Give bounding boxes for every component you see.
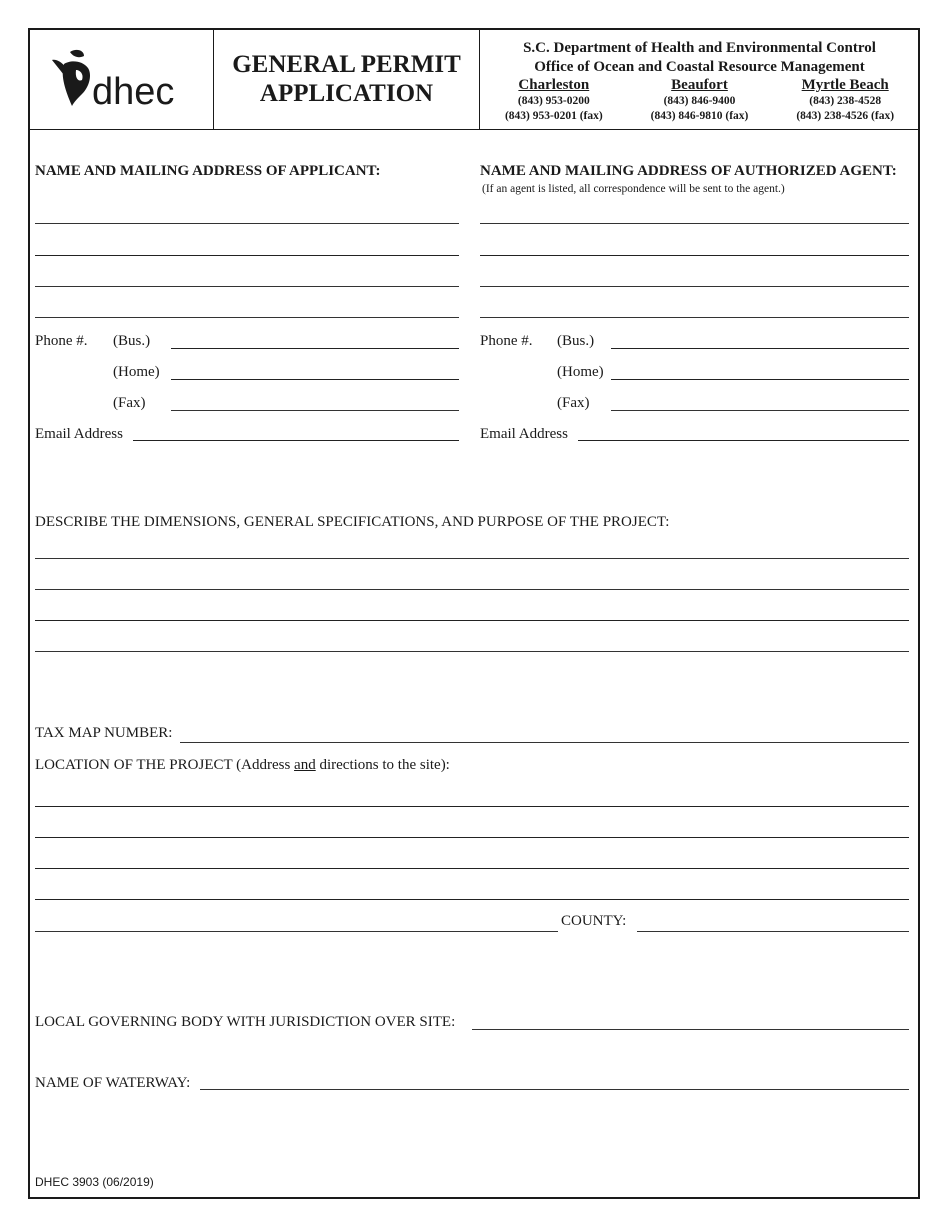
- agent-bus-phone-field[interactable]: [611, 348, 909, 349]
- governing-body-label: LOCAL GOVERNING BODY WITH JURISDICTION OVER SITE:: [35, 1014, 456, 1030]
- location-label-post: directions to the site):: [315, 757, 450, 773]
- location-line-1[interactable]: [35, 806, 909, 807]
- governing-body-field[interactable]: [472, 1029, 909, 1030]
- location-line-2[interactable]: [35, 837, 909, 838]
- describe-project-label: DESCRIBE THE DIMENSIONS, GENERAL SPECIFICATIONS, AND PURPOSE OF THE PROJECT:: [35, 514, 670, 530]
- applicant-address-line-3[interactable]: [35, 286, 459, 287]
- applicant-home-phone-field[interactable]: [171, 379, 459, 380]
- agent-address-line-4[interactable]: [480, 317, 909, 318]
- agent-home-phone-field[interactable]: [611, 379, 909, 380]
- form-number: DHEC 3903 (06/2019): [35, 1175, 154, 1189]
- agent-fax-field[interactable]: [611, 410, 909, 411]
- form-title: [214, 30, 480, 129]
- agent-address-line-3[interactable]: [480, 286, 909, 287]
- waterway-label: NAME OF WATERWAY:: [35, 1075, 191, 1091]
- form-header: [30, 30, 918, 130]
- tax-map-label: TAX MAP NUMBER:: [35, 725, 173, 741]
- office-myrtle-beach: [772, 77, 918, 124]
- agent-home-label: (Home): [557, 364, 604, 380]
- dhec-logo-icon: [30, 30, 213, 129]
- office-beaufort: [627, 77, 773, 124]
- agent-email-label: Email Address: [480, 426, 568, 442]
- title-line-2: APPLICATION: [259, 80, 434, 107]
- describe-line-4[interactable]: [35, 651, 909, 652]
- agent-email-field[interactable]: [578, 440, 909, 441]
- county-field[interactable]: [637, 931, 909, 932]
- office-phone: (843) 238-4528: [809, 95, 882, 107]
- location-line-4[interactable]: [35, 899, 909, 900]
- logo-wordmark: dhec: [92, 71, 175, 113]
- applicant-address-line-2[interactable]: [35, 255, 459, 256]
- office-phone: (843) 953-0200: [517, 95, 590, 107]
- location-line-3[interactable]: [35, 868, 909, 869]
- office-list: [481, 77, 918, 124]
- office-fax: (843) 953-0201 (fax): [504, 110, 603, 122]
- applicant-fax-label: (Fax): [113, 395, 146, 411]
- office-city: Beaufort: [671, 77, 728, 93]
- title-line-1: GENERAL PERMIT: [232, 51, 461, 78]
- agent-address-line-1[interactable]: [480, 223, 909, 224]
- county-label: COUNTY:: [561, 913, 627, 929]
- agent-address-line-2[interactable]: [480, 255, 909, 256]
- location-label-pre: LOCATION OF THE PROJECT (Address: [35, 757, 295, 773]
- waterway-field[interactable]: [200, 1089, 909, 1090]
- agent-phone-label: Phone #.: [480, 333, 533, 349]
- agent-note: (If an agent is listed, all correspondence will be sent to the agent.): [482, 183, 785, 195]
- applicant-address-line-1[interactable]: [35, 223, 459, 224]
- applicant-home-label: (Home): [113, 364, 160, 380]
- applicant-email-label: Email Address: [35, 426, 123, 442]
- agent-bus-label: (Bus.): [557, 333, 595, 349]
- applicant-fax-field[interactable]: [171, 410, 459, 411]
- office-charleston: [481, 77, 627, 124]
- office-phone: (843) 846-9400: [663, 95, 736, 107]
- agency-office: Office of Ocean and Coastal Resource Management: [534, 59, 865, 75]
- location-label: [35, 756, 450, 774]
- applicant-bus-phone-field[interactable]: [171, 348, 459, 349]
- applicant-phone-label: Phone #.: [35, 333, 88, 349]
- describe-line-2[interactable]: [35, 589, 909, 590]
- agent-heading: NAME AND MAILING ADDRESS OF AUTHORIZED AGENT:: [480, 163, 897, 179]
- dhec-logo: [30, 30, 214, 129]
- office-city: Charleston: [518, 77, 590, 93]
- applicant-address-line-4[interactable]: [35, 317, 459, 318]
- location-line-5[interactable]: [35, 931, 558, 932]
- form-frame: [28, 28, 920, 1199]
- describe-line-3[interactable]: [35, 620, 909, 621]
- applicant-bus-label: (Bus.): [113, 333, 151, 349]
- agent-fax-label: (Fax): [557, 395, 590, 411]
- office-city: Myrtle Beach: [801, 77, 889, 93]
- office-fax: (843) 846-9810 (fax): [650, 110, 749, 122]
- office-fax: (843) 238-4526 (fax): [796, 110, 895, 122]
- location-label-and: and: [294, 757, 316, 773]
- agency-name: S.C. Department of Health and Environmental Control: [523, 40, 876, 56]
- applicant-email-field[interactable]: [133, 440, 459, 441]
- describe-line-1[interactable]: [35, 558, 909, 559]
- applicant-heading: NAME AND MAILING ADDRESS OF APPLICANT:: [35, 163, 381, 179]
- agency-info: [481, 30, 918, 129]
- tax-map-field[interactable]: [180, 742, 909, 743]
